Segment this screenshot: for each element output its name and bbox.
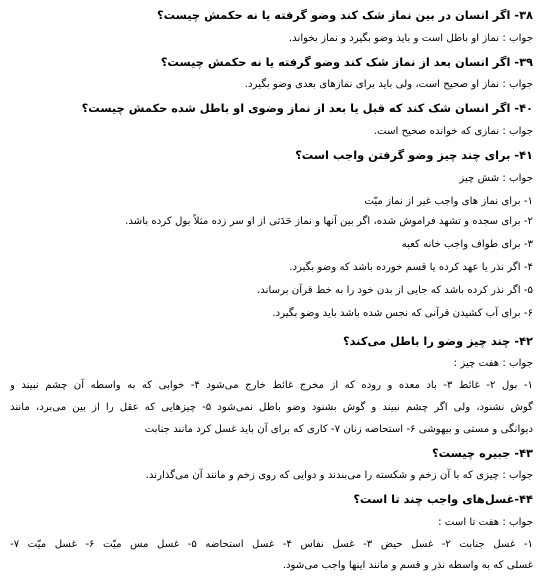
question-42: ۴۲- چند چیز وضو را باطل می‌کند؟ [343,334,533,348]
answer-41-item-3: ۳- برای طواف واجب خانه کعبه [401,239,533,250]
answer-41-item-1: ۱- برای نماز های واجب غیر از نماز میّت [364,196,533,207]
answer-41: جواب : شش چیز [459,173,533,184]
question-38: ۳۸- اگر انسان در بین نماز شک کند وضو گرفته یا نه حکمش چیست؟ [157,8,533,22]
answer-38: جواب : نماز او باطل است و باید وضو بگیرد و نماز بخواند. [288,33,533,44]
question-43: ۴۳- جبیره چیست؟ [432,446,533,460]
question-39: ۳۹- اگر انسان بعد از نماز شک کند وضو گرفته یا نه حکمش چیست؟ [160,55,533,69]
answer-42: جواب : هفت چیز : [453,358,533,369]
answer-44-line-2: غسلی که به واسطه نذر و قسم و مانند اینها واجب می‌شود. [282,560,533,571]
answer-41-item-2: ۲- برای سجده و تشهد فراموش شده، اگر بین آنها و نماز حَدَثی از او سر زده مثلاً بول کرده باشد. [125,216,533,227]
answer-41-item-5: ۵- اگر نذر کرده باشد که جایی از بدن خود را به خط قرآن برساند. [257,285,533,296]
question-41: ۴۱- برای چند چیز وضو گرفتن واجب است؟ [295,148,533,162]
answer-42-line-1: ۱- بول ۲- غائط ۳- باد معده و روده که از مخرج غائط خارج می‌شود ۴- خوابی که به واسطه آن چشم نبیند و [10,380,533,391]
answer-44-line-1: ۱- غسل جنابت ۲- غسل حیض ۳- غسل نفاس ۴- غسل استحاضه ۵- غسل مس میّت ۶- غسل میّت ۷- [10,539,533,550]
answer-42-line-3: دیوانگی و مستی و بیهوشی ۶- استحاضه زنان ۷- کاری که برای آن باید غسل کرد مانند جنابت [144,424,533,435]
answer-42-line-2: گوش نشنود، ولی اگر چشم نبیند و گوش بشنود وضو باطل نمی‌شود ۵- چیزهایی که عقل را از بین می‌برد، مانند [10,402,533,413]
answer-40: جواب : نمازی که خوانده صحیح است. [373,126,533,137]
answer-44: جواب : هفت تا است : [438,517,533,528]
question-44: ۴۴-غسل‌های واجب چند تا است؟ [353,492,533,506]
answer-43: جواب : چیزی که با آن زخم و شکسته را می‌بندند و دوایی که روی زخم و مانند آن می‌گذارند. [145,470,533,481]
answer-39: جواب : نماز او صحیح است، ولی باید برای نمازهای بعدی وضو بگیرد. [244,79,533,90]
answer-41-item-6: ۶- برای آب کشیدن قرآنی که نجس شده باشد باید وضو بگیرد. [272,308,533,319]
answer-41-item-4: ۴- اگر نذر یا عهد کرده یا قسم خورده باشد که وضو بگیرد. [289,262,533,273]
question-40: ۴۰- اگر انسان شک کند که قبل یا بعد از نماز وضوی او باطل شده حکمش چیست؟ [81,101,533,115]
